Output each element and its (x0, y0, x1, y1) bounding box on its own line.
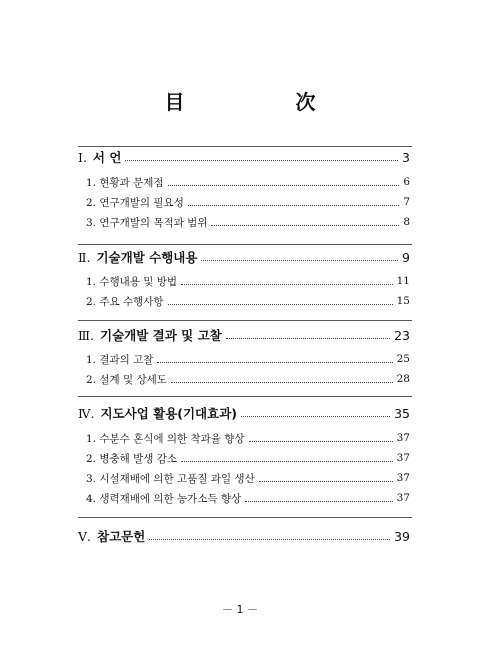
dot-leader (149, 539, 390, 540)
dot-leader (226, 338, 390, 339)
page-number: 7 (403, 196, 410, 208)
section-numeral: Ⅰ. (78, 150, 87, 165)
page-number: 8 (403, 216, 410, 228)
section-title: 참고문헌 (97, 529, 146, 544)
page-number: 6 (403, 176, 410, 188)
toc-section-5[interactable] (78, 527, 410, 545)
dot-leader (188, 205, 399, 206)
page-number: 9 (402, 249, 410, 265)
table-of-contents (78, 0, 410, 657)
dot-leader (157, 362, 392, 363)
dot-leader (181, 284, 393, 285)
page-number: 3 (402, 149, 410, 165)
dot-leader (259, 481, 393, 482)
item-label: 1. 수분수 혼식에 의한 착과율 향상 (86, 432, 245, 445)
page-number: 15 (396, 295, 410, 307)
toc-item[interactable] (86, 370, 410, 388)
item-label: 4. 생력재배에 의한 농가소득 향상 (86, 492, 242, 505)
page-number: 28 (396, 373, 410, 385)
toc-item[interactable] (86, 489, 410, 507)
dot-leader (245, 501, 392, 502)
dot-leader (171, 382, 393, 383)
item-label: 3. 연구개발의 목적과 범위 (86, 216, 208, 229)
toc-section-4[interactable] (78, 404, 410, 422)
toc-item[interactable] (86, 193, 410, 211)
toc-item[interactable] (86, 213, 410, 231)
toc-section-2[interactable] (78, 248, 410, 266)
dot-leader (211, 225, 399, 226)
item-label: 2. 병충해 발생 감소 (86, 452, 178, 465)
section-numeral: Ⅲ. (78, 328, 95, 343)
section-title: 기술개발 결과 및 고찰 (100, 328, 222, 343)
item-label: 2. 연구개발의 필요성 (86, 196, 184, 209)
dot-leader (201, 260, 398, 261)
dot-leader (241, 416, 390, 417)
toc-item[interactable] (86, 469, 410, 487)
section-title: 지도사업 활용(기대효과) (100, 406, 237, 421)
toc-item[interactable] (86, 350, 410, 368)
page-number: 25 (396, 353, 410, 365)
toc-item[interactable] (86, 429, 410, 447)
dot-leader (181, 461, 393, 462)
item-label: 1. 결과의 고찰 (86, 353, 154, 366)
page-number: 11 (396, 275, 410, 287)
dot-leader (168, 185, 400, 186)
page-footer: － 1 － (222, 603, 258, 616)
item-label: 2. 주요 수행사항 (86, 295, 164, 308)
section-title: 기술개발 수행내용 (96, 250, 198, 265)
page-number: 37 (396, 492, 410, 504)
page-number: 35 (394, 405, 410, 421)
toc-item[interactable] (86, 173, 410, 191)
item-label: 1. 수행내용 및 방법 (86, 275, 178, 288)
toc-item[interactable] (86, 449, 410, 467)
toc-section-3[interactable] (78, 326, 410, 344)
dot-leader (168, 304, 393, 305)
toc-item[interactable] (86, 272, 410, 290)
section-title: 서 언 (92, 150, 122, 165)
page-number: 23 (394, 327, 410, 343)
page-number: 37 (396, 452, 410, 464)
item-label: 3. 시설재배에 의한 고품질 과일 생산 (86, 472, 255, 485)
dot-leader (249, 441, 393, 442)
section-numeral: Ⅱ. (78, 250, 91, 265)
dot-leader (125, 160, 398, 161)
page-number: 37 (396, 432, 410, 444)
section-numeral: Ⅳ. (78, 406, 95, 421)
toc-item[interactable] (86, 292, 410, 310)
page-number: 39 (394, 528, 410, 544)
toc-section-1[interactable] (78, 148, 410, 166)
page-title: 目 次 (164, 90, 368, 114)
page-number: 37 (396, 472, 410, 484)
section-numeral: Ⅴ. (78, 529, 92, 544)
item-label: 2. 설계 및 상세도 (86, 373, 167, 386)
item-label: 1. 현황과 문제점 (86, 176, 164, 189)
